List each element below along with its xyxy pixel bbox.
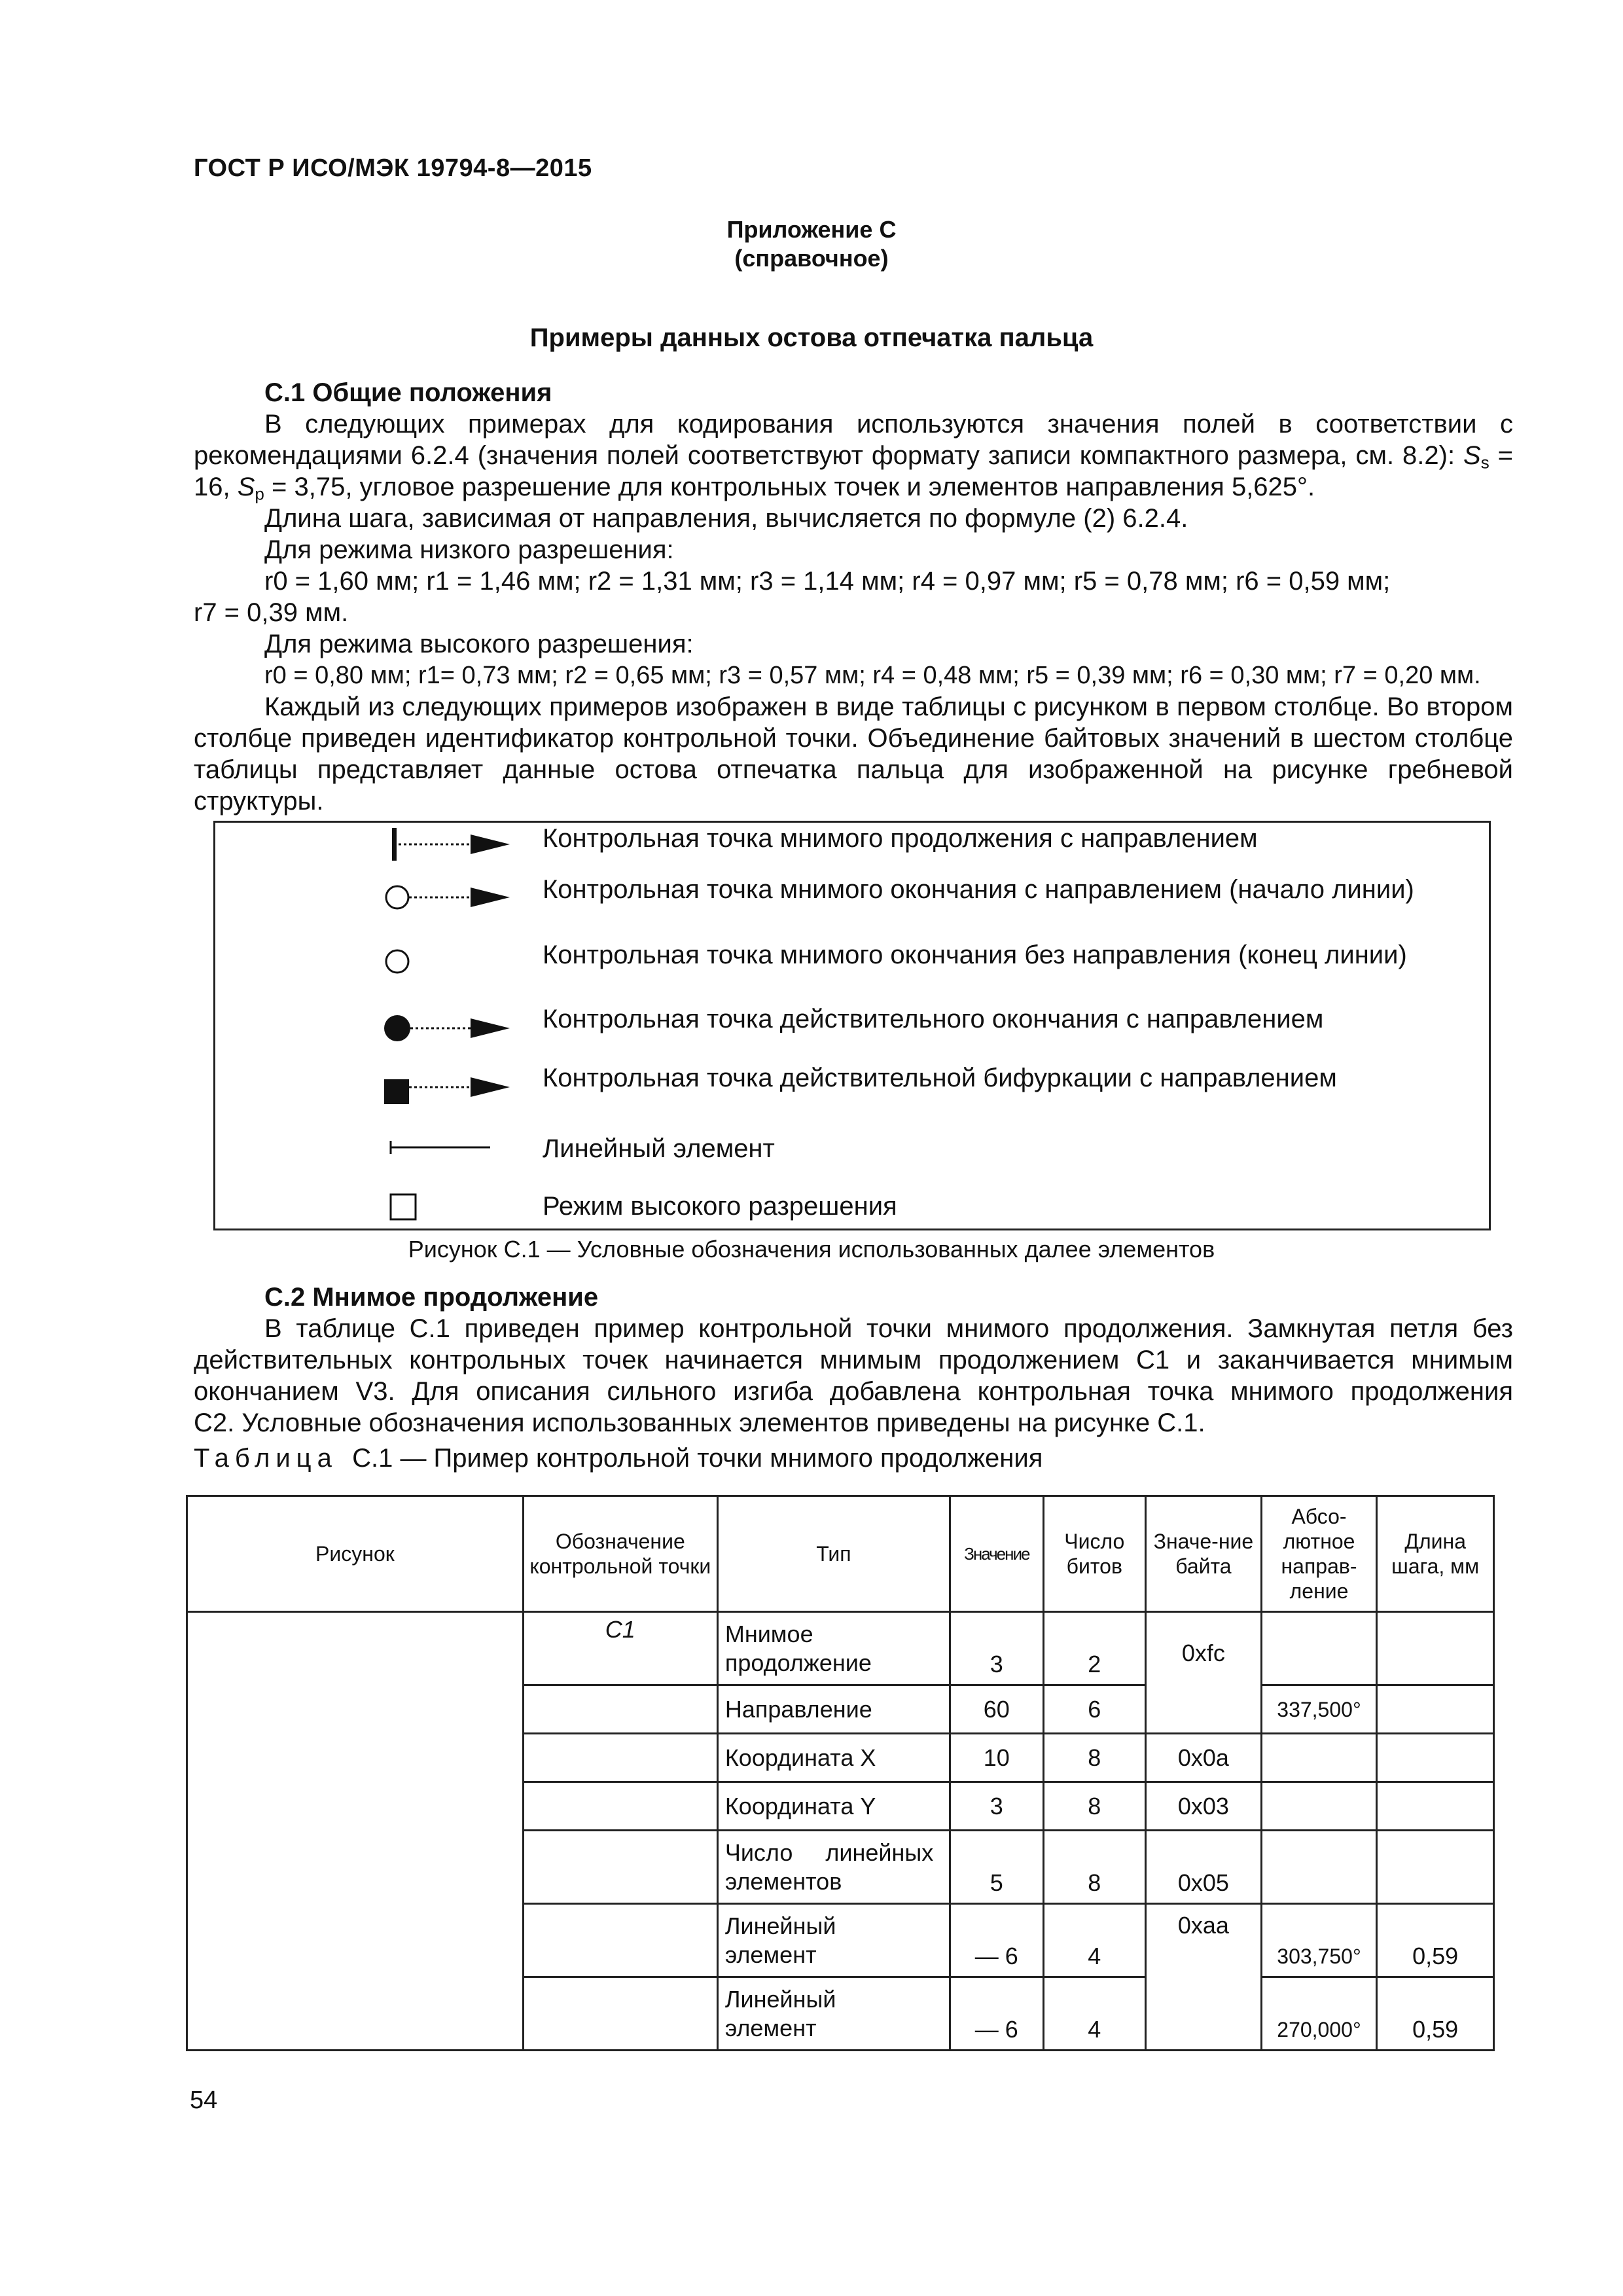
legend-row [215,1124,1489,1176]
document-title: Примеры данных остова отпечатка пальца [529,323,1094,352]
type-line: элемент [724,1941,817,1968]
legend-row [215,823,1489,875]
column-header-byte: Значе-ние байта [1146,1496,1262,1612]
absolute-direction-cell: 303,750° [1261,1904,1377,1977]
type-line: Мнимое [724,1620,813,1647]
column-header-bits: Число битов [1043,1496,1146,1612]
step-length-cell [1377,1831,1494,1904]
point-id-cell [523,1612,717,1685]
absolute-direction-cell [1261,1612,1377,1685]
legend-row [215,1181,1489,1234]
legend-row [215,869,1489,921]
value-cell: 5 [950,1831,1043,1904]
paragraph-example-description: Каждый из следующих примеров изображен в виде таблицы с рисунком в первом столбце. Во втором столбце приведен идентификатор контрольной точки. Объединение байтовых значений в шестом столбце таблицы представляет данные остова отпечатка пальца для изображенной на рисунке гребневой структуры. [194,692,1513,816]
section-heading-general: С.1 Общие положения [264,378,552,407]
symbol-s: S [237,473,255,501]
legend-row [215,997,1489,1049]
bits-cell: 8 [1043,1782,1146,1831]
type-line: элементов [724,1867,842,1895]
value-cell: 10 [950,1734,1043,1782]
absolute-direction-cell: 270,000° [1261,1977,1377,2051]
byte-cell: 0x05 [1146,1831,1262,1904]
point-id-cell [523,1734,717,1782]
value-cell: — 6 [950,1904,1043,1977]
paragraph-line: В таблице С.1 приведен пример контрольной точки мнимого продолжения. Замкнутая петля без [264,1314,1513,1343]
step-length-cell [1377,1782,1494,1831]
type-line: Линейный [724,1912,836,1939]
legend-row [215,1060,1489,1112]
virtual-ending-arrow-icon [294,869,529,921]
byte-cell: 0x03 [1146,1782,1262,1831]
column-header-point-id: Обозначение контрольной точки [523,1496,717,1612]
absolute-direction-cell [1261,1734,1377,1782]
paragraph-text: В следующих примерах для кодирования используются значения полей в соответствии с рекомендациями 6.2.4 (значения полей соответствуют формату записи компактного размера, см. 8.2): [194,410,1513,470]
byte-cell: 0xaa [1146,1904,1262,2051]
step-length-cell [1377,1612,1494,1685]
low-res-values-line1 [194,565,1513,597]
type-cell: Направление [717,1685,950,1734]
type-line: элемент [724,2014,817,2041]
figure-cell [187,1612,524,2051]
paragraph-encoding-intro [194,408,1513,503]
column-header-absolute-direction: Абсо-лютное направ-ление [1261,1496,1377,1612]
bits-cell: 8 [1043,1734,1146,1782]
paragraph-line: C2. Условные обозначения использованных элементов приведены на рисунке С.1. [194,1408,1205,1437]
step-length-cell: 0,59 [1377,1977,1494,2051]
bits-cell: 4 [1043,1977,1146,2051]
point-id-cell [523,1977,717,2051]
linear-element-icon [294,1124,529,1176]
virtual-ending-circle-icon [294,933,529,985]
point-id-cell [523,1685,717,1734]
type-cell: Координата X [717,1734,950,1782]
column-header-value: Значение [950,1496,1043,1612]
step-length-cell: 0,59 [1377,1904,1494,1977]
legend-label: Контрольная точка мнимого окончания с направлением (начало линии) [543,875,1414,904]
point-id-cell [523,1831,717,1904]
paragraph-text: = 16, [194,441,1513,501]
value-cell: 3 [950,1782,1043,1831]
value-cell: 60 [950,1685,1043,1734]
virtual-continuation-arrow-icon [294,823,529,875]
point-id-cell [523,1904,717,1977]
type-cell: Координата Y [717,1782,950,1831]
table-header-row [187,1496,1494,1612]
byte-cell: 0xfc [1146,1612,1262,1734]
symbol-s: S [1463,441,1481,470]
paragraph-line: действительных контрольных точек начинается мнимым продолжением C1 и заканчивается мнимым [194,1346,1513,1374]
virtual-continuation-table [186,1495,1495,2051]
section-heading-virtual-continuation: С.2 Мнимое продолжение [264,1283,599,1312]
type-line: Число линейных [724,1839,934,1866]
point-id: C1 [605,1616,635,1643]
legend-label: Контрольная точка мнимого продолжения с направлением [543,824,1258,853]
legend-row [215,933,1489,985]
byte-cell: 0x0a [1146,1734,1262,1782]
type-cell [717,1977,950,2051]
bits-cell: 6 [1043,1685,1146,1734]
document-header: ГОСТ Р ИСО/МЭК 19794-8—2015 [194,154,592,182]
subscript: s [1480,452,1489,473]
paragraph-low-res-label: Для режима низкого разрешения: [264,535,674,564]
bits-cell: 4 [1043,1904,1146,1977]
real-ending-arrow-icon [294,997,529,1049]
paragraph-line: окончанием V3. Для описания сильного изгиба добавлена контрольная точка мнимого продолжения [194,1377,1513,1406]
low-res-values-line2 [194,597,1513,628]
absolute-direction-cell [1261,1782,1377,1831]
column-header-figure: Рисунок [187,1496,524,1612]
type-cell [717,1831,950,1904]
low-res-values: r0 = 1,60 мм; r1 = 1,46 мм; r2 = 1,31 мм; r3 = 1,14 мм; r4 = 0,97 мм; r5 = 0,78 мм; r6 = 0,59 мм; [264,567,1391,596]
type-line: Линейный [724,1985,836,2013]
real-bifurcation-arrow-icon [294,1060,529,1112]
table-title-text: С.1 — Пример контрольной точки мнимого продолжения [352,1444,1043,1473]
annex-title: Приложение С [726,216,897,243]
high-res-values: r0 = 0,80 мм; r1= 0,73 мм; r2 = 0,65 мм; r3 = 0,57 мм; r4 = 0,48 мм; r5 = 0,39 мм; r6 = 0,30 мм; r7 = 0,20 мм. [264,662,1481,689]
table-label: Таблица [194,1444,338,1473]
bits-cell: 8 [1043,1831,1146,1904]
value-cell: 3 [950,1612,1043,1685]
annex-kind: (справочное) [734,245,889,272]
high-resolution-square-icon [294,1181,529,1234]
column-header-step-length: Длина шага, мм [1377,1496,1494,1612]
subscript: p [255,484,264,504]
legend-label: Контрольная точка действительного окончания с направлением [543,1005,1324,1033]
point-id-cell [523,1782,717,1831]
paragraph-step-length: Длина шага, зависимая от направления, вычисляется по формуле (2) 6.2.4. [264,504,1188,533]
value-cell: — 6 [950,1977,1043,2051]
paragraph-text: = 3,75, угловое разрешение для контрольных точек и элементов направления 5,625°. [264,473,1315,501]
table-row [187,1612,1494,1685]
legend-label: Контрольная точка мнимого окончания без направления (конец линии) [543,941,1407,969]
type-cell [717,1904,950,1977]
absolute-direction-cell [1261,1831,1377,1904]
absolute-direction-cell: 337,500° [1261,1685,1377,1734]
bits-cell: 2 [1043,1612,1146,1685]
paragraph-high-res-label: Для режима высокого разрешения: [264,630,694,658]
table-title [194,1444,1043,1473]
page-number: 54 [190,2087,218,2114]
legend-label: Контрольная точка действительной бифуркации с направлением [543,1064,1337,1092]
step-length-cell [1377,1734,1494,1782]
type-cell [717,1612,950,1685]
step-length-cell [1377,1685,1494,1734]
figure-caption: Рисунок С.1 — Условные обозначения использованных далее элементов [408,1236,1215,1263]
legend-label: Линейный элемент [543,1134,775,1163]
column-header-type: Тип [717,1496,950,1612]
low-res-values: r7 = 0,39 мм. [194,598,349,627]
type-line: продолжение [724,1649,872,1676]
legend-figure [213,821,1491,1230]
legend-label: Режим высокого разрешения [543,1192,897,1221]
